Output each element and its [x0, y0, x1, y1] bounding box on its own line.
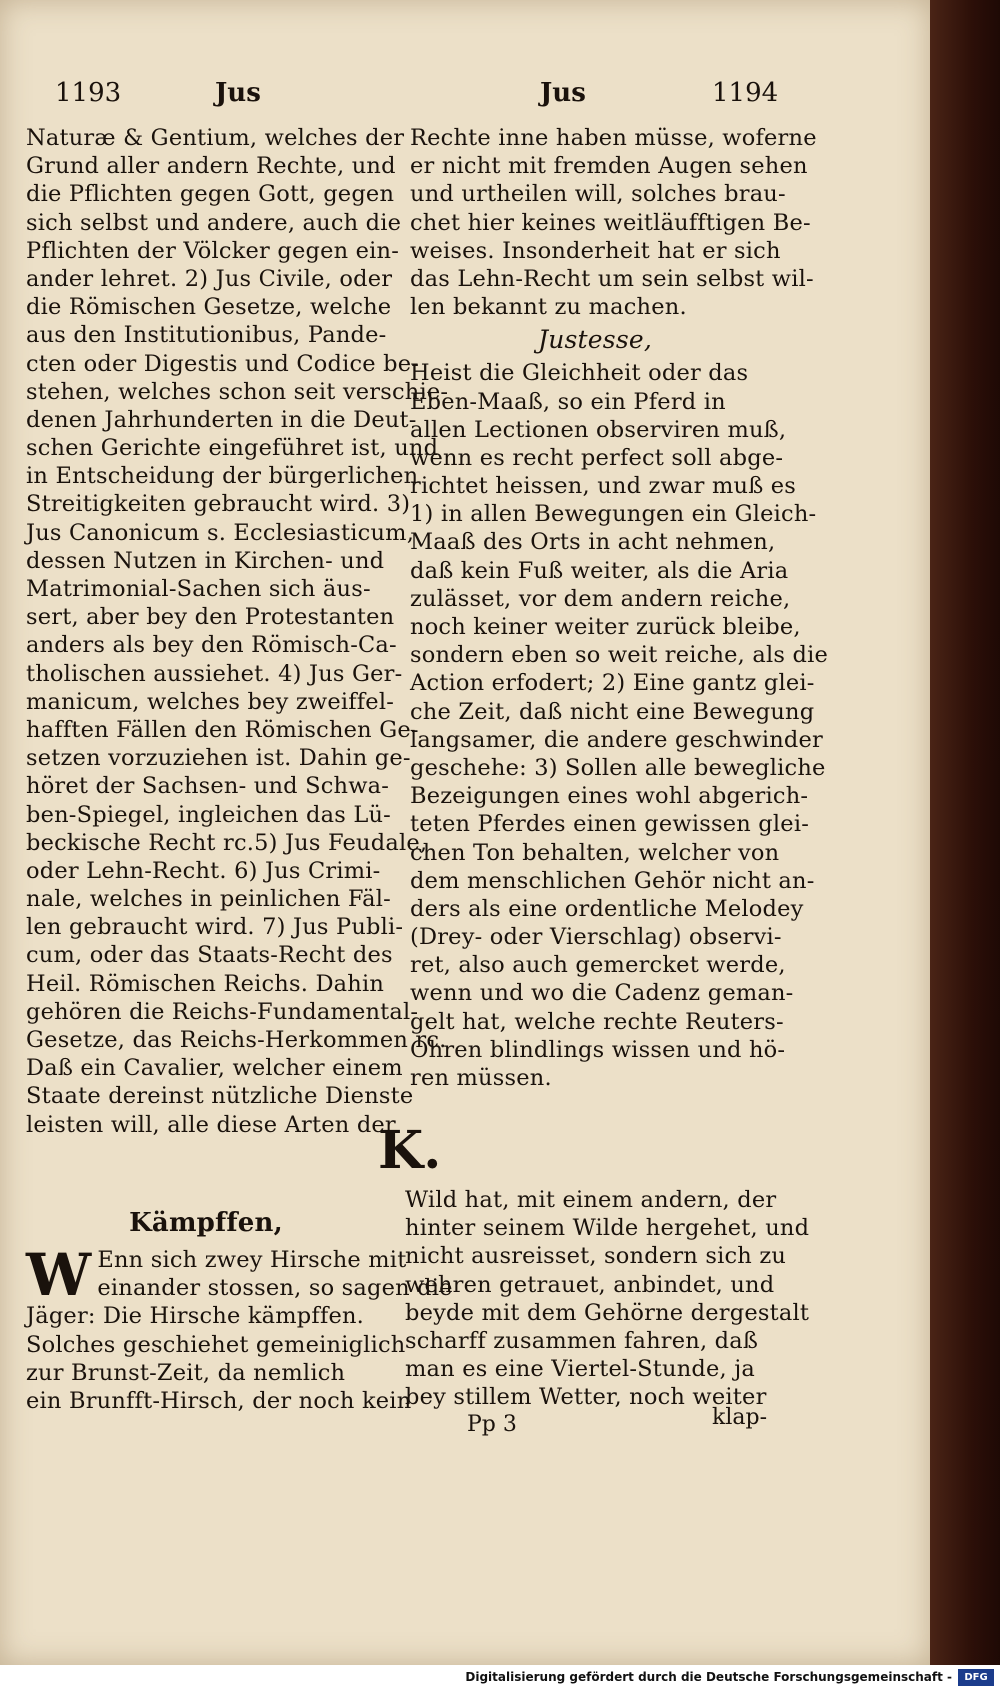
text-line: einander stossen, so sagen die — [97, 1275, 453, 1302]
text-line: man es eine Viertel-Stunde, ja — [405, 1356, 756, 1383]
text-line: teten Pferdes einen gewissen glei- — [410, 811, 810, 838]
text-line: zulässet, vor dem andern reiche, — [410, 585, 791, 612]
text-line: stehen, welches schon seit verschie- — [26, 378, 449, 405]
right-column-intro — [410, 124, 817, 321]
text-line: ander lehret. 2) Jus Civile, oder — [26, 265, 393, 292]
text-line: bey stillem Wetter, noch weiter — [405, 1384, 767, 1411]
text-line: schen Gerichte eingeführet ist, und — [26, 435, 439, 462]
dfg-logo: DFG — [958, 1669, 994, 1686]
text-line: ret, also auch gemercket werde, — [410, 952, 786, 979]
text-line: denen Jahrhunderten in die Deut- — [26, 406, 417, 433]
text-line: Naturæ & Gentium, welches der — [26, 125, 405, 151]
text-line: höret der Sachsen- und Schwa- — [26, 773, 390, 800]
text-line: hafften Fällen den Römischen Ge- — [26, 716, 419, 743]
justesse-body — [410, 359, 828, 1092]
text-line: Maaß des Orts in acht nehmen, — [410, 529, 776, 556]
text-line: die Römischen Gesetze, welche — [26, 294, 392, 321]
text-line: Jus Canonicum s. Ecclesiasticum, — [26, 519, 415, 546]
text-line: Rechte inne haben müsse, woferne — [410, 125, 817, 151]
text-line: beckische Recht rc.5) Jus Feudale, — [26, 829, 428, 856]
catchword: klap- — [712, 1405, 767, 1430]
text-line: wenn und wo die Cadenz geman- — [410, 980, 794, 1007]
text-line: che Zeit, daß nicht eine Bewegung — [410, 698, 815, 725]
text-line: Eben-Maaß, so ein Pferd in — [410, 388, 726, 415]
text-line: sich selbst und andere, auch die — [26, 209, 402, 236]
text-line: gehören die Reichs-Fundamental- — [26, 998, 419, 1025]
right-column-bottom — [405, 1186, 810, 1412]
text-line: wehren getrauet, anbindet, und — [405, 1271, 775, 1298]
right-column-top — [410, 124, 828, 1092]
text-line: Ohren blindlings wissen und hö- — [410, 1036, 786, 1063]
text-line: Action erfodert; 2) Eine gantz glei- — [410, 670, 815, 697]
left-column-top — [26, 124, 449, 1139]
text-line: setzen vorzuziehen ist. Dahin ge- — [26, 745, 411, 772]
left-running-head: Jus — [215, 78, 261, 108]
text-line: Heist die Gleichheit oder das — [410, 360, 749, 387]
text-line: Heil. Römischen Reichs. Dahin — [26, 970, 385, 997]
text-line: nale, welches in peinlichen Fäl- — [26, 886, 391, 913]
text-line: wenn es recht perfect soll abge- — [410, 444, 784, 471]
text-line: daß kein Fuß weiter, als die Aria — [410, 557, 789, 584]
text-line: ren müssen. — [410, 1065, 552, 1091]
text-line: sert, aber bey den Protestanten — [26, 604, 395, 631]
text-line: Gesetze, das Reichs-Herkommen rc. — [26, 1027, 447, 1053]
text-line: beyde mit dem Gehörne dergestalt — [405, 1299, 810, 1326]
text-line: das Lehn-Recht um sein selbst wil- — [410, 265, 814, 292]
text-line: Solches geschiehet gemeiniglich — [26, 1331, 406, 1358]
left-column-bottom — [26, 1200, 453, 1415]
text-line: noch keiner weiter zurück bleibe, — [410, 614, 801, 640]
text-line: scharff zusammen fahren, daß — [405, 1327, 759, 1354]
text-line: Jäger: Die Hirsche kämpffen. — [26, 1303, 365, 1330]
text-line: ders als eine ordentliche Melodey — [410, 895, 804, 922]
text-line: sondern eben so weit reiche, als die — [410, 642, 828, 669]
text-line: leisten will, alle diese Arten der — [26, 1111, 396, 1138]
text-line: allen Lectionen observiren muß, — [410, 416, 787, 443]
text-line: geschehe: 3) Sollen alle bewegliche — [410, 754, 826, 781]
text-line: 1) in allen Bewegungen ein Gleich- — [410, 501, 817, 528]
text-line: ben-Spiegel, ingleichen das Lü- — [26, 801, 391, 828]
text-line: Grund aller andern Rechte, und — [26, 153, 396, 180]
text-line: chet hier keines weitläufftigen Be- — [410, 209, 811, 236]
text-line: Bezeigungen eines wohl abgerich- — [410, 783, 809, 810]
text-line: len bekannt zu machen. — [410, 294, 687, 321]
section-letter: K. — [378, 1120, 442, 1181]
text-line: weises. Insonderheit hat er sich — [410, 237, 781, 264]
book-edge — [930, 0, 1000, 1665]
text-line: er nicht mit fremden Augen sehen — [410, 153, 808, 180]
text-line: tholischen aussiehet. 4) Jus Ger- — [26, 660, 403, 687]
text-line: anders als bey den Römisch-Ca- — [26, 632, 397, 659]
text-line: langsamer, die andere geschwinder — [410, 726, 823, 753]
text-line: Matrimonial-Sachen sich äus- — [26, 576, 371, 602]
text-line: Pflichten der Völcker gegen ein- — [26, 237, 400, 264]
text-line: nicht ausreisset, sondern sich zu — [405, 1243, 787, 1270]
text-line: Enn sich zwey Hirsche mit — [97, 1247, 407, 1273]
text-line: in Entscheidung der bürgerlichen — [26, 463, 419, 490]
text-line: aus den Institutionibus, Pande- — [26, 322, 387, 349]
text-line: manicum, welches bey zweiffel- — [26, 688, 395, 715]
text-line: cum, oder das Staats-Recht des — [26, 942, 393, 969]
text-line: Streitigkeiten gebraucht wird. 3) — [26, 491, 411, 518]
text-line: gelt hat, welche rechte Reuters- — [410, 1008, 784, 1035]
justesse-heading: Justesse, — [538, 325, 652, 355]
text-line: dem menschlichen Gehör nicht an- — [410, 867, 815, 894]
footer-bar — [0, 1665, 1000, 1692]
text-line: cten oder Digestis und Codice be- — [26, 350, 420, 377]
text-line: (Drey- oder Vierschlag) observi- — [410, 924, 782, 951]
left-page-number: 1193 — [55, 78, 122, 108]
text-line: und urtheilen will, solches brau- — [410, 181, 786, 208]
footer-credit: Digitalisierung gefördert durch die Deutsche Forschungsgemeinschaft - — [465, 1670, 952, 1684]
text-line: Staate dereinst nützliche Dienste — [26, 1083, 414, 1110]
text-line: oder Lehn-Recht. 6) Jus Crimi- — [26, 857, 381, 884]
text-line: ein Brunfft-Hirsch, der noch kein — [26, 1387, 412, 1414]
text-line: Daß ein Cavalier, welcher einem — [26, 1055, 403, 1082]
drop-cap: W — [26, 1241, 92, 1309]
right-page-number: 1194 — [712, 78, 779, 108]
text-line: hinter seinem Wilde hergehet, und — [405, 1215, 810, 1242]
text-line: zur Brunst-Zeit, da nemlich — [26, 1359, 346, 1386]
text-line: dessen Nutzen in Kirchen- und — [26, 547, 385, 574]
signature-mark: Pp 3 — [467, 1412, 517, 1437]
text-line: die Pflichten gegen Gott, gegen — [26, 181, 395, 208]
kaempffen-heading: Kämpffen, — [129, 1208, 283, 1238]
text-line: len gebraucht wird. 7) Jus Publi- — [26, 914, 404, 941]
text-line: Wild hat, mit einem andern, der — [405, 1187, 777, 1213]
right-running-head: Jus — [540, 78, 586, 108]
text-line: richtet heissen, und zwar muß es — [410, 473, 797, 500]
text-line: chen Ton behalten, welcher von — [410, 839, 780, 866]
